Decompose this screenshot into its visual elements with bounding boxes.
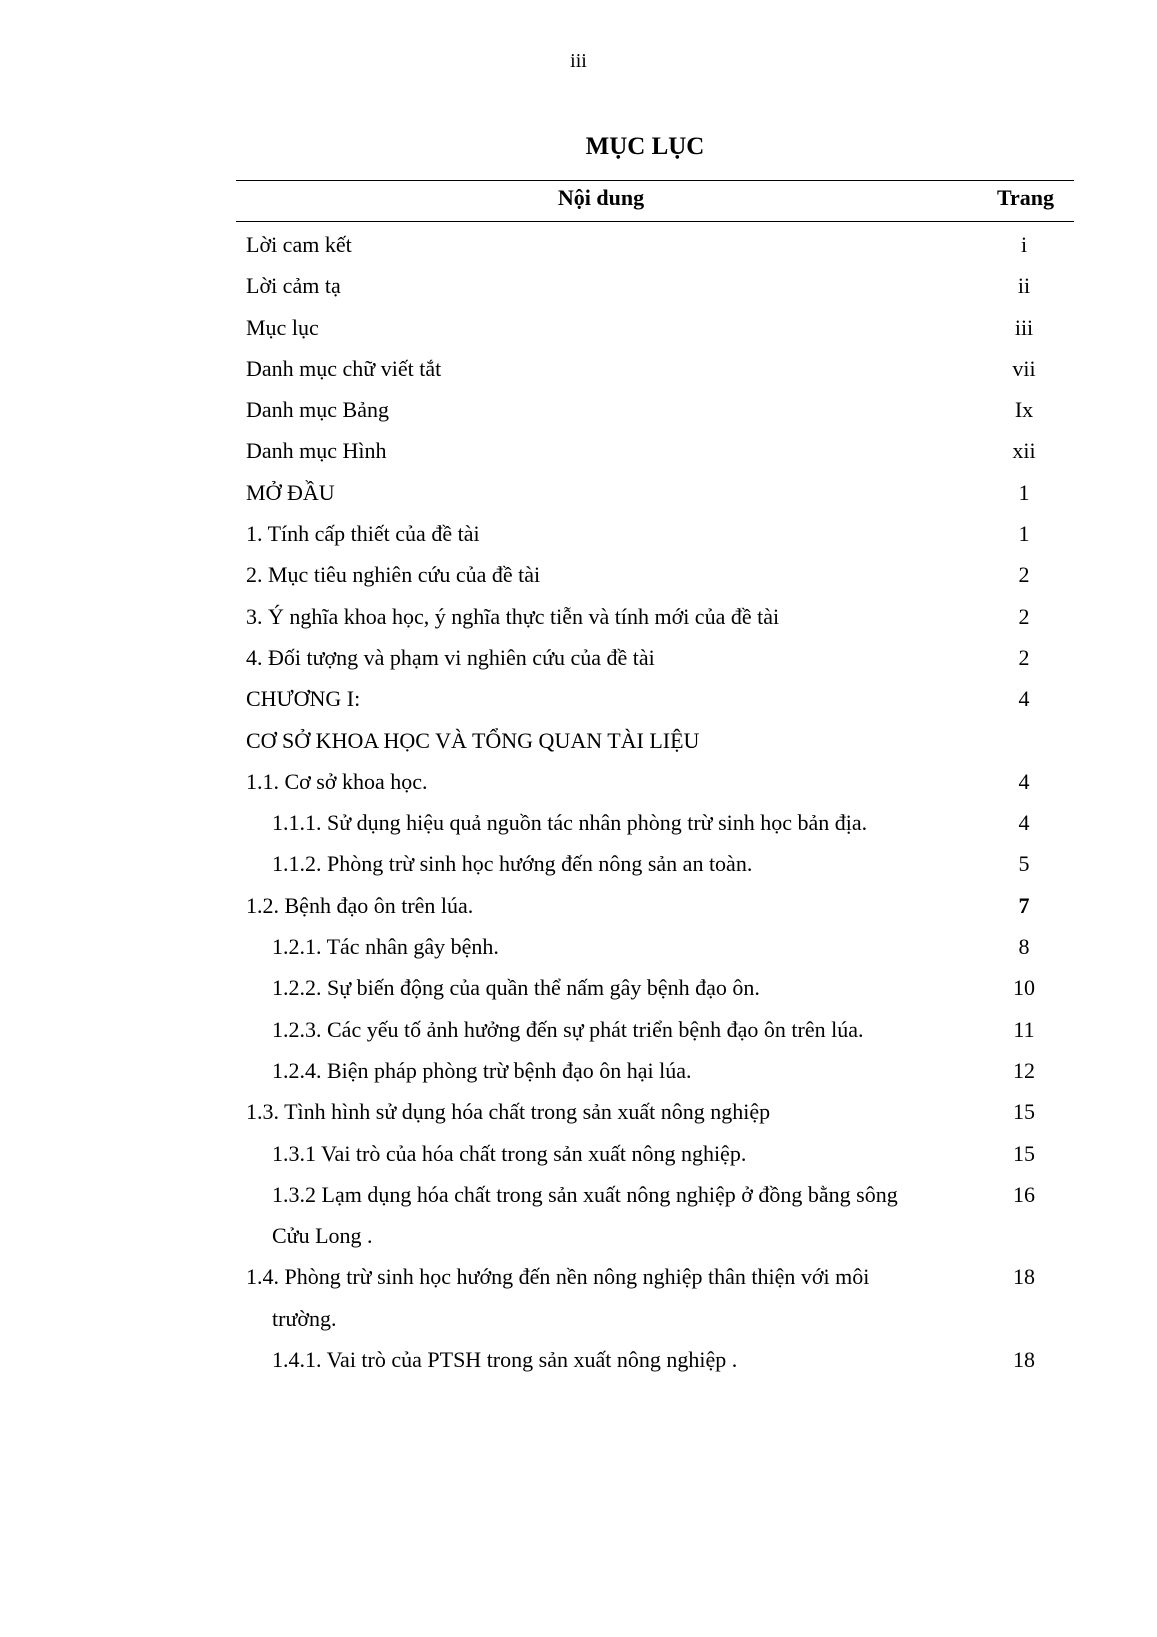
- header-page-label: Trang: [996, 185, 1054, 210]
- entry-label-continuation: trường.: [272, 1305, 337, 1331]
- entry-label: 1.2.4. Biện pháp phòng trừ bệnh đạo ôn hại lúa.: [272, 1057, 692, 1083]
- entry-page: 7: [1018, 892, 1030, 918]
- toc-entry: [236, 513, 1074, 554]
- entry-label: 1.2.2. Sự biến động của quần thể nấm gây bệnh đạo ôn.: [272, 975, 760, 1001]
- entry-page: 5: [1018, 851, 1030, 877]
- entry-page: 4: [1018, 810, 1030, 836]
- entry-page: 15: [1013, 1140, 1035, 1166]
- entry-page: 4: [1018, 768, 1030, 794]
- entry-label: 1.1.2. Phòng trừ sinh học hướng đến nông sản an toàn.: [272, 851, 753, 877]
- toc-entry: [236, 1256, 1074, 1339]
- toc-entry: [236, 1009, 1074, 1050]
- toc-entry: [236, 389, 1074, 430]
- entry-label: CHƯƠNG I:: [246, 686, 361, 712]
- entry-label: Danh mục Hình: [246, 438, 387, 464]
- entry-label: Danh mục Bảng: [246, 397, 389, 423]
- entry-page: 18: [1013, 1264, 1035, 1290]
- toc-entry: [236, 926, 1074, 967]
- entry-label: 1.3.1 Vai trò của hóa chất trong sản xuất nông nghiệp.: [272, 1140, 747, 1166]
- entry-page: 15: [1013, 1099, 1035, 1125]
- toc-entry: [236, 430, 1074, 471]
- entry-label: 1.2. Bệnh đạo ôn trên lúa.: [246, 892, 474, 918]
- entry-label: 1.2.3. Các yếu tố ảnh hưởng đến sự phát triển bệnh đạo ôn trên lúa.: [272, 1016, 864, 1042]
- entry-page: 2: [1018, 644, 1030, 670]
- entry-page: 12: [1013, 1057, 1035, 1083]
- entry-label-continuation: Cửu Long .: [272, 1223, 373, 1249]
- entry-page: 2: [1018, 562, 1030, 588]
- entry-label: 1.2.1. Tác nhân gây bệnh.: [272, 934, 499, 960]
- entry-label: 1.1. Cơ sở khoa học.: [246, 768, 428, 794]
- toc-entry: [236, 1174, 1074, 1257]
- entry-label: 1.3. Tình hình sử dụng hóa chất trong sản xuất nông nghiệp: [246, 1099, 771, 1125]
- entry-page: 10: [1013, 975, 1035, 1001]
- toc-entry: [236, 596, 1074, 637]
- entry-page: xii: [1012, 438, 1036, 464]
- entry-label: 2. Mục tiêu nghiên cứu của đề tài: [246, 562, 541, 588]
- toc-entry: [236, 1133, 1074, 1174]
- entry-page: 1: [1018, 479, 1030, 505]
- toc-entry: [236, 348, 1074, 389]
- toc-entry: [236, 843, 1074, 884]
- entry-label: Lời cảm tạ: [246, 273, 341, 299]
- entry-page: 1: [1018, 521, 1030, 547]
- entry-page: i: [1020, 232, 1028, 257]
- entry-label: Mục lục: [246, 314, 319, 340]
- entry-label: 1.3.2 Lạm dụng hóa chất trong sản xuất nông nghiệp ở đồng bằng sông: [272, 1181, 898, 1207]
- toc-entry: [236, 802, 1074, 843]
- toc-title: MỤC LỤC: [585, 133, 705, 160]
- entry-page: iii: [1014, 314, 1034, 340]
- entry-page: vii: [1012, 355, 1036, 381]
- toc-entry: [236, 472, 1074, 513]
- toc-header-row: [236, 181, 1074, 221]
- toc-entry: [236, 224, 1074, 265]
- toc-table: [236, 180, 1074, 1380]
- entry-page: 8: [1018, 934, 1030, 960]
- entry-label: Lời cam kết: [246, 232, 352, 257]
- entry-label: 1. Tính cấp thiết của đề tài: [246, 521, 480, 547]
- entry-page: 16: [1013, 1181, 1035, 1207]
- toc-entry: [236, 637, 1074, 678]
- toc-entry: [236, 265, 1074, 306]
- toc-entry: [236, 885, 1074, 926]
- entry-page: 18: [1013, 1347, 1035, 1373]
- entry-label: Danh mục chữ viết tắt: [246, 355, 442, 381]
- toc-entry: [236, 1050, 1074, 1091]
- entry-page: ii: [1017, 273, 1031, 299]
- header-content-label: Nội dung: [557, 185, 645, 210]
- entry-label: 1.4.1. Vai trò của PTSH trong sản xuất nông nghiệp .: [272, 1347, 738, 1373]
- entry-label: 3. Ý nghĩa khoa học, ý nghĩa thực tiễn và tính mới của đề tài: [246, 603, 780, 629]
- toc-entry: [236, 307, 1074, 348]
- toc-entry: [236, 720, 1074, 761]
- entry-page: Ix: [1014, 397, 1034, 423]
- page-number: iii: [570, 50, 587, 72]
- entry-label: 1.1.1. Sử dụng hiệu quả nguồn tác nhân phòng trừ sinh học bản địa.: [272, 810, 868, 836]
- entry-page: 11: [1013, 1016, 1035, 1042]
- toc-entry: [236, 761, 1074, 802]
- entry-label: CƠ SỞ KHOA HỌC VÀ TỔNG QUAN TÀI LIỆU: [246, 727, 700, 753]
- toc-entry: [236, 1339, 1074, 1380]
- toc-entries: [236, 222, 1074, 1380]
- toc-entry: [236, 678, 1074, 719]
- toc-entry: [236, 1091, 1074, 1132]
- entry-label: MỞ ĐẦU: [246, 479, 335, 505]
- toc-entry: [236, 554, 1074, 595]
- entry-page: 4: [1018, 686, 1030, 712]
- entry-label: 4. Đối tượng và phạm vi nghiên cứu của đề tài: [246, 644, 655, 670]
- entry-page: 2: [1018, 603, 1030, 629]
- toc-entry: [236, 967, 1074, 1008]
- entry-label: 1.4. Phòng trừ sinh học hướng đến nền nông nghiệp thân thiện với môi: [246, 1264, 870, 1290]
